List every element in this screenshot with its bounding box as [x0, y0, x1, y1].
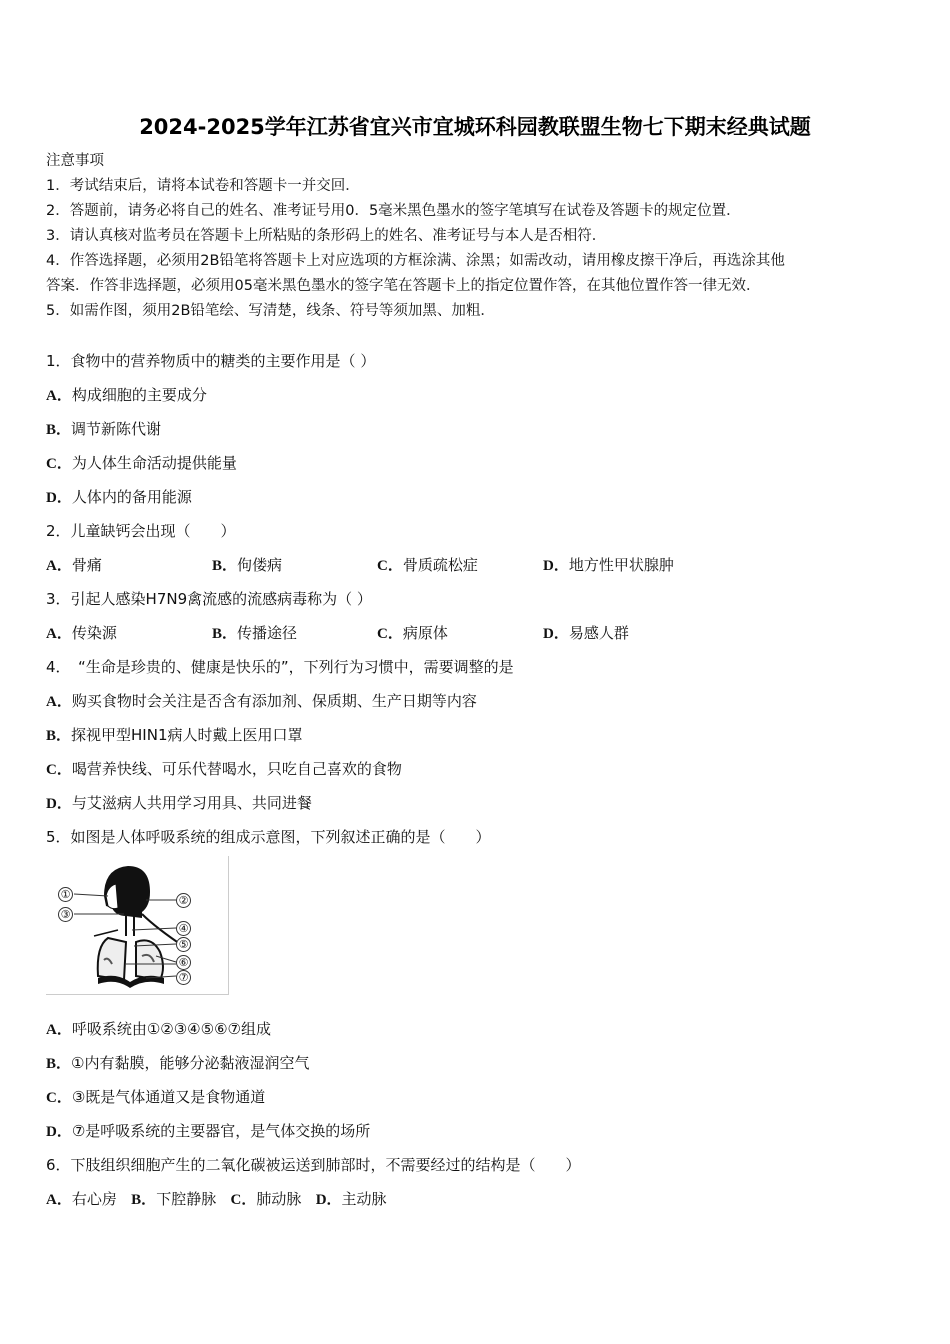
option-letter: A． [46, 1192, 72, 1208]
option-letter: A． [46, 558, 72, 574]
option-text: 骨质疏松症 [402, 556, 478, 574]
question-stem: 6．下肢组织细胞产生的二氧化碳被运送到肺部时，不需要经过的结构是（ ） [46, 1156, 581, 1174]
option-text: 主动脉 [341, 1190, 387, 1208]
option-text: 为人体生命活动提供能量 [71, 454, 237, 472]
respiratory-system-figure [46, 856, 229, 995]
option-text: 调节新陈代谢 [71, 420, 162, 438]
option-letter: A． [46, 1022, 72, 1038]
option-text: 下腔静脉 [156, 1190, 217, 1208]
option-a [46, 1190, 117, 1208]
option-b [212, 555, 282, 576]
option-letter: C． [377, 558, 403, 574]
option-b [131, 1190, 216, 1208]
figure-label-5: ⑤ [176, 937, 191, 952]
option-a [46, 1019, 271, 1040]
option-text: 骨痛 [71, 556, 102, 574]
option-letter: D． [46, 490, 72, 506]
option-c [231, 1190, 302, 1208]
option-text: ①内有黏膜，能够分泌黏液湿润空气 [71, 1054, 310, 1072]
figure-label-7: ⑦ [176, 970, 191, 985]
option-b [46, 725, 302, 746]
note-item: 2．答题前，请务必将自己的姓名、准考证号用0．5毫米黑色墨水的签字笔填写在试卷及答题卡的规定位置． [46, 203, 741, 219]
question-stem: 2．儿童缺钙会出现（ ） [46, 522, 236, 540]
question-stem: 4． “生命是珍贵的、健康是快乐的”，下列行为习惯中，需要调整的是 [46, 658, 514, 676]
option-text: 佝偻病 [237, 556, 283, 574]
option-letter: B． [46, 1056, 72, 1072]
option-letter: A． [46, 388, 72, 404]
option-letter: B． [131, 1192, 157, 1208]
option-letter: C． [46, 456, 72, 472]
option-d [543, 623, 629, 644]
option-letter: A． [46, 626, 72, 642]
option-letter: D． [543, 558, 569, 574]
option-text: ⑦是呼吸系统的主要器官，是气体交换的场所 [71, 1122, 371, 1140]
option-letter: D． [46, 1124, 72, 1140]
option-d [46, 793, 312, 814]
option-b [212, 623, 297, 644]
note-item: 答案．作答非选择题，必须用05毫米黑色墨水的签字笔在答题卡上的指定位置作答，在其他位置作答一律无效． [46, 278, 761, 294]
option-text: 与艾滋病人共用学习用具、共同进餐 [71, 794, 312, 812]
option-text: 喝营养快线、可乐代替喝水，只吃自己喜欢的食物 [71, 760, 402, 778]
note-item: 4．作答选择题，必须用2B铅笔将答题卡上对应选项的方框涂满、涂黑；如需改动，请用橡皮擦干净后，再选涂其他 [46, 253, 785, 269]
question-stem: 5．如图是人体呼吸系统的组成示意图，下列叙述正确的是（ ） [46, 828, 491, 846]
figure-label-3: ③ [58, 907, 73, 922]
options-row [46, 1189, 387, 1210]
option-letter: A． [46, 694, 72, 710]
option-text: 构成细胞的主要成分 [71, 386, 207, 404]
option-a [46, 691, 477, 712]
option-text: 病原体 [402, 624, 448, 642]
option-letter: C． [230, 1192, 257, 1208]
figure-label-1: ① [58, 887, 73, 902]
note-item: 3．请认真核对监考员在答题卡上所粘贴的条形码上的姓名、准考证号与本人是否相符． [46, 228, 607, 244]
option-text: 探视甲型HIN1病人时戴上医用口罩 [71, 726, 303, 744]
figure-label-4: ④ [176, 921, 191, 936]
option-text: ③既是气体通道又是食物通道 [71, 1088, 266, 1106]
option-text: 肺动脉 [256, 1190, 302, 1208]
option-d [46, 487, 192, 508]
option-letter: D． [46, 796, 72, 812]
option-b [46, 419, 161, 440]
option-letter: B． [46, 422, 72, 438]
option-text: 传播途径 [237, 624, 298, 642]
question-stem: 3．引起人感染H7N9禽流感的流感病毒称为（ ） [46, 590, 372, 608]
option-c [46, 1087, 265, 1108]
option-text: 购买食物时会关注是否含有添加剂、保质期、生产日期等内容 [71, 692, 477, 710]
option-c [46, 453, 237, 474]
option-letter: B． [212, 558, 238, 574]
figure-label-2: ② [176, 893, 191, 908]
option-d [316, 1190, 387, 1208]
option-letter: C． [46, 1090, 72, 1106]
option-a [46, 623, 117, 644]
option-text: 易感人群 [568, 624, 629, 642]
notes-heading: 注意事项 [46, 153, 104, 169]
question-stem: 1．食物中的营养物质中的糖类的主要作用是（ ） [46, 352, 376, 370]
option-text: 传染源 [71, 624, 117, 642]
option-text: 人体内的备用能源 [71, 488, 192, 506]
option-text: 右心房 [71, 1190, 117, 1208]
respiratory-diagram-icon [46, 856, 228, 994]
option-c [377, 623, 448, 644]
option-letter: D． [543, 626, 569, 642]
option-d [543, 555, 674, 576]
option-text: 呼吸系统由①②③④⑤⑥⑦组成 [71, 1020, 271, 1038]
option-b [46, 1053, 309, 1074]
option-text: 地方性甲状腺肿 [568, 556, 674, 574]
option-a [46, 555, 102, 576]
option-letter: D． [315, 1192, 342, 1208]
option-letter: C． [377, 626, 403, 642]
option-letter: C． [46, 762, 72, 778]
option-a [46, 385, 207, 406]
option-c [46, 759, 402, 780]
note-item: 5．如需作图，须用2B铅笔绘、写清楚，线条、符号等须加黑、加粗． [46, 303, 495, 319]
figure-label-6: ⑥ [176, 955, 191, 970]
note-item: 1．考试结束后，请将本试卷和答题卡一并交回． [46, 178, 360, 194]
document-title: 2024-2025学年江苏省宜兴市宜城环科园教联盟生物七下期末经典试题 [139, 115, 811, 139]
option-letter: B． [212, 626, 238, 642]
option-d [46, 1121, 370, 1142]
option-letter: B． [46, 728, 72, 744]
option-c [377, 555, 478, 576]
